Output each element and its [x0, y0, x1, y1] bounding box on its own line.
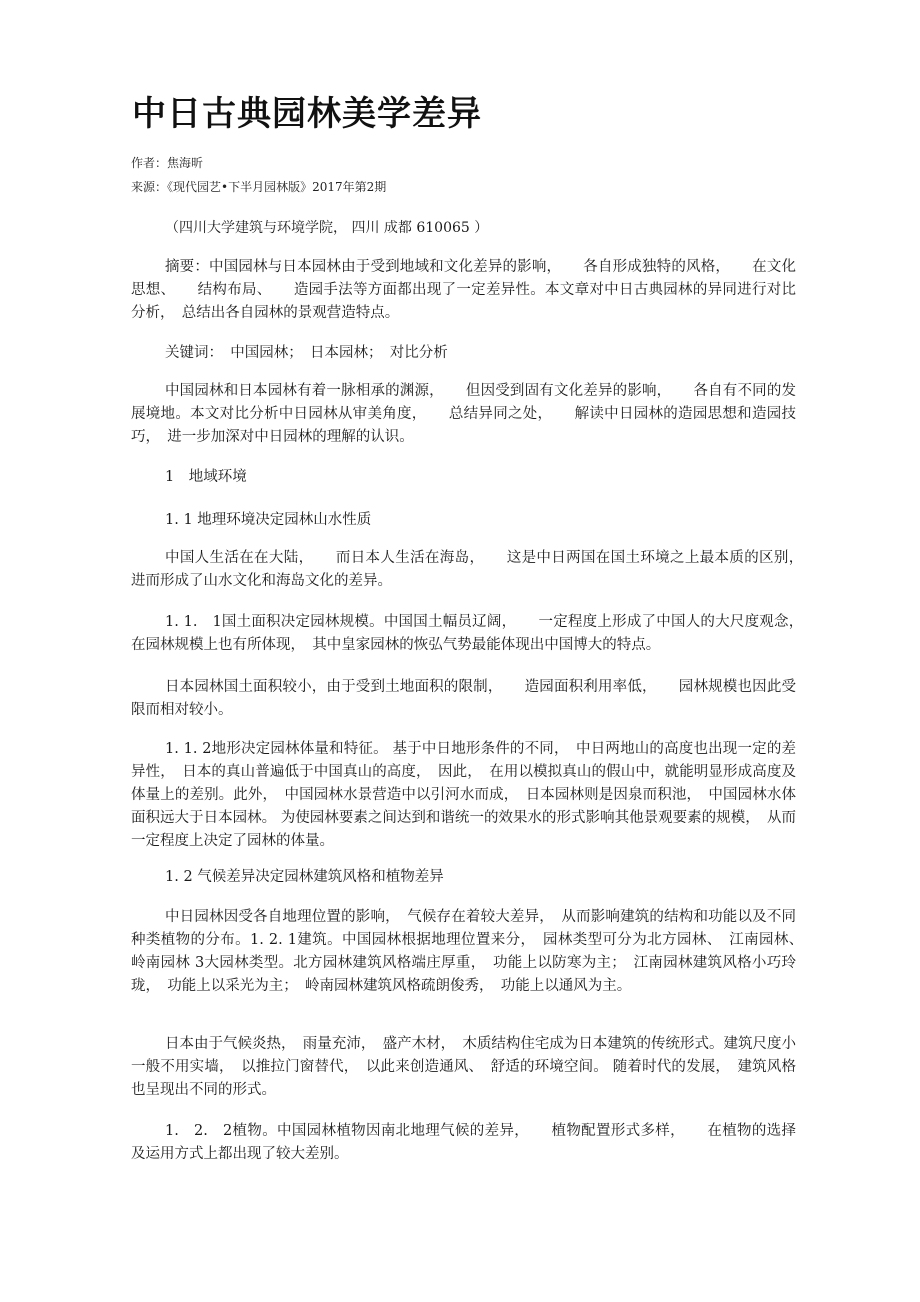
author-line: 作者：焦海昕 — [131, 156, 204, 170]
body-paragraph-5: 中日园林因受各自地理位置的影响， 气候存在着较大差异， 从而影响建筑的结构和功能以及不同种类植物的分布。1. 2. 1建筑。中国园林根据地理位置来分， 园林类型可分为北方园林、 江南园林、 岭南园林 3大园林类型。北方园林建筑风格端庄厚重， 功能上以防寒为主； 江南园林建筑风格小巧玲珑， 功能上以采光为主； 岭南园林建筑风格疏朗俊秀， 功能上以通风为主。 — [131, 909, 811, 994]
keywords-line: 关键词： 中国园林； 日本园林； 对比分析 — [165, 345, 448, 361]
body-paragraph-1: 中国人生活在在大陆， 而日本人生活在海岛， 这是中日两国在国土环境之上最本质的区别， 进而形成了山水文化和海岛文化的差异。 — [131, 550, 811, 589]
section-heading-1-1: 1. 1 地理环境决定园林山水性质 — [165, 512, 372, 528]
abstract-paragraph: 摘要：中国园林与日本园林由于受到地域和文化差异的影响， 各自形成独特的风格， 在文化思想、 结构布局、 造园手法等方面都出现了一定差异性。本文章对中日古典园林的异同进行对比分析， 总结出各自园林的景观营造特点。 — [131, 259, 796, 321]
body-paragraph-3: 日本园林国土面积较小，由于受到土地面积的限制， 造园面积利用率低， 园林规模也因此受限而相对较小。 — [131, 679, 796, 718]
source-line: 来源：《现代园艺•下半月园林版》2017年第2期 — [131, 180, 387, 194]
body-paragraph-4: 1. 1. 2地形决定园林体量和特征。 基于中日地形条件的不同， 中日两地山的高度也出现一定的差异性， 日本的真山普遍低于中国真山的高度， 因此， 在用以模拟真山的假山中，就能明显形成高度及体量上的差别。此外， 中国园林水景营造中以引河水而成， 日本园林则是因泉而积池， 中国园林水体面积远大于日本园林。 为使园林要素之间达到和谐统一的效果水的形式影响其他景观要素的规模， 从而一定程度上决定了园林的体量。 — [131, 741, 796, 849]
body-paragraph-2: 1. 1. 1国土面积决定园林规模。中国国土幅员辽阔， 一定程度上形成了中国人的大尺度观念， 在园林规模上也有所体现， 其中皇家园林的恢弘气势最能体现出中国博大的特点。 — [131, 614, 811, 653]
article-title: 中日古典园林美学差异 — [132, 94, 482, 134]
section-heading-1: 1 地域环境 — [165, 469, 247, 485]
intro-paragraph: 中国园林和日本园林有着一脉相承的渊源， 但因受到固有文化差异的影响， 各自有不同的发展境地。本文对比分析中日园林从审美角度， 总结异同之处， 解读中日园林的造园思想和造园技巧， 进一步加深对中日园林的理解的认识。 — [131, 383, 796, 445]
section-heading-1-2: 1. 2 气候差异决定园林建筑风格和植物差异 — [165, 869, 444, 885]
body-paragraph-7: 1. 2. 2植物。中国园林植物因南北地理气候的差异， 植物配置形式多样， 在植物的选择及运用方式上都出现了较大差别。 — [131, 1123, 796, 1162]
affiliation: （四川大学建筑与环境学院， 四川 成都 610065 ） — [165, 220, 489, 236]
body-paragraph-6: 日本由于气候炎热， 雨量充沛， 盛产木材， 木质结构住宅成为日本建筑的传统形式。建筑尺度小一般不用实墙， 以推拉门窗替代， 以此来创造通风、 舒适的环境空间。 随着时代的发展， 建筑风格也呈现出不同的形式。 — [131, 1036, 796, 1098]
